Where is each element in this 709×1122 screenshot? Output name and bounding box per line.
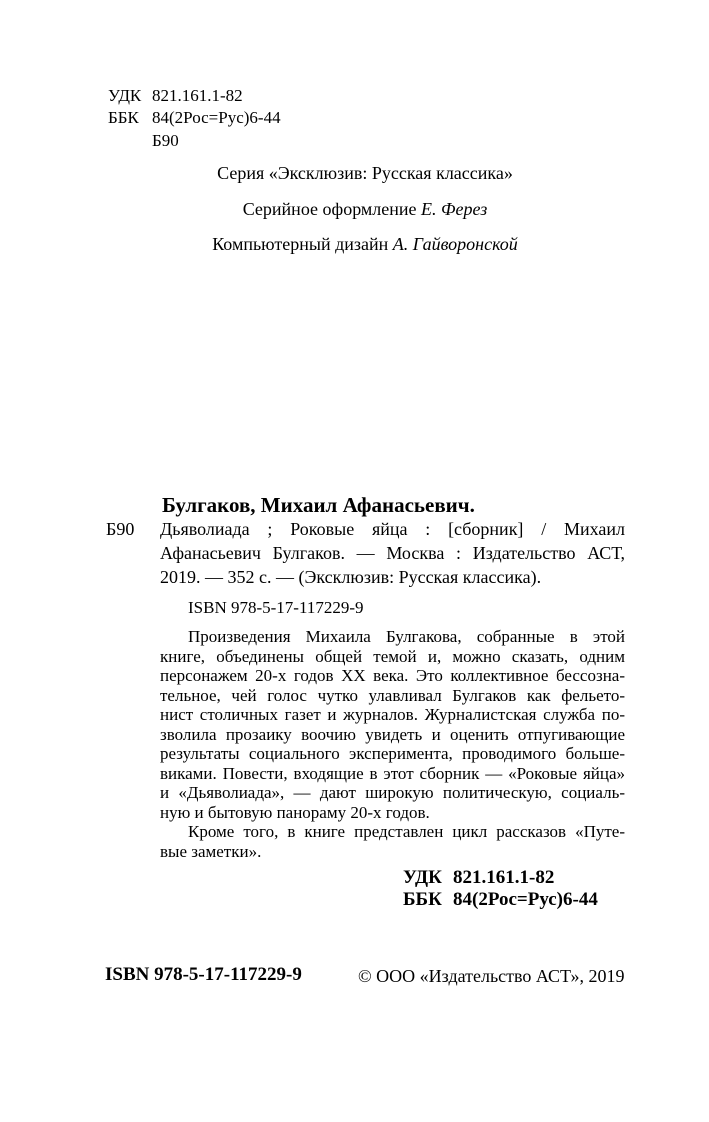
bottom-bbk-label: ББК	[403, 889, 442, 910]
card-desc-line-3: 2019. — 352 с. — (Эксклюзив: Русская классика).	[160, 567, 542, 587]
card-desc-line-2: Афанасьевич Булгаков. — Москва : Издательство АСТ,	[160, 543, 625, 563]
annotation-line-9: и «Дьяволиада», — дают широкую политическую, социаль-	[160, 783, 625, 802]
card-author: Булгаков, Михаил Афанасьевич.	[162, 493, 475, 517]
bottom-udk-line	[403, 867, 554, 889]
computer-design-prefix: Компьютерный дизайн	[212, 234, 389, 254]
design-line	[165, 198, 565, 220]
bottom-udk-label: УДК	[403, 867, 442, 888]
card-desc-line-1: Дьяволиада ; Роковые яйца : [сборник] / Михаил	[160, 519, 625, 539]
annotation-line-2: книге, объединены общей темой и, можно сказать, одним	[160, 647, 625, 666]
annotation-line-6: зволила прозаику воочию увидеть и оценить отпугивающие	[160, 725, 625, 744]
computer-design-line	[165, 233, 565, 255]
annotation-line-7: результаты социального эксперимента, проводимого больше-	[160, 744, 625, 763]
udk-value: 821.161.1-82	[152, 86, 243, 105]
design-name: Е. Ферез	[421, 199, 488, 219]
bottom-bbk-line	[403, 889, 598, 911]
top-udk-line	[108, 86, 243, 106]
bbk-label: ББК	[108, 108, 139, 127]
author-mark: Б90	[152, 131, 179, 150]
annotation-line-8: виками. Повести, входящие в этот сборник — «Роковые яйца»	[160, 764, 625, 783]
bottom-bbk-value: 84(2Рос=Рус)6-44	[453, 889, 598, 910]
card-isbn: ISBN 978-5-17-117229-9	[188, 598, 364, 617]
annotation-line-1: Произведения Михаила Булгакова, собранные в этой	[188, 627, 625, 646]
bottom-udk-value: 821.161.1-82	[453, 867, 555, 888]
top-bbk-line	[108, 108, 281, 128]
annotation-line-10: ную и бытовую панораму 20-х годов.	[160, 803, 430, 822]
udk-label: УДК	[108, 86, 142, 105]
series-line: Серия «Эксклюзив: Русская классика»	[217, 163, 513, 183]
annotation-line-3: персонажем 20-х годов XX века. Это коллективное бессозна-	[160, 666, 625, 685]
footer-copyright: © ООО «Издательство АСТ», 2019	[358, 966, 625, 986]
computer-design-name: А. Гайворонской	[392, 234, 518, 254]
design-prefix: Серийное оформление	[242, 199, 417, 219]
footer-isbn: ISBN 978-5-17-117229-9	[105, 964, 302, 985]
annotation-line-4: тельное, чей голос чутко улавливал Булгаков как фельето-	[160, 686, 625, 705]
annotation-p2-line-2: вые заметки».	[160, 842, 262, 861]
annotation-p2-line-1: Кроме того, в книге представлен цикл рассказов «Путе-	[188, 822, 625, 841]
card-mark: Б90	[106, 519, 135, 539]
annotation-line-5: нист столичных газет и журналов. Журналистская служба по-	[160, 705, 625, 724]
bbk-value: 84(2Рос=Рус)6-44	[152, 108, 281, 127]
